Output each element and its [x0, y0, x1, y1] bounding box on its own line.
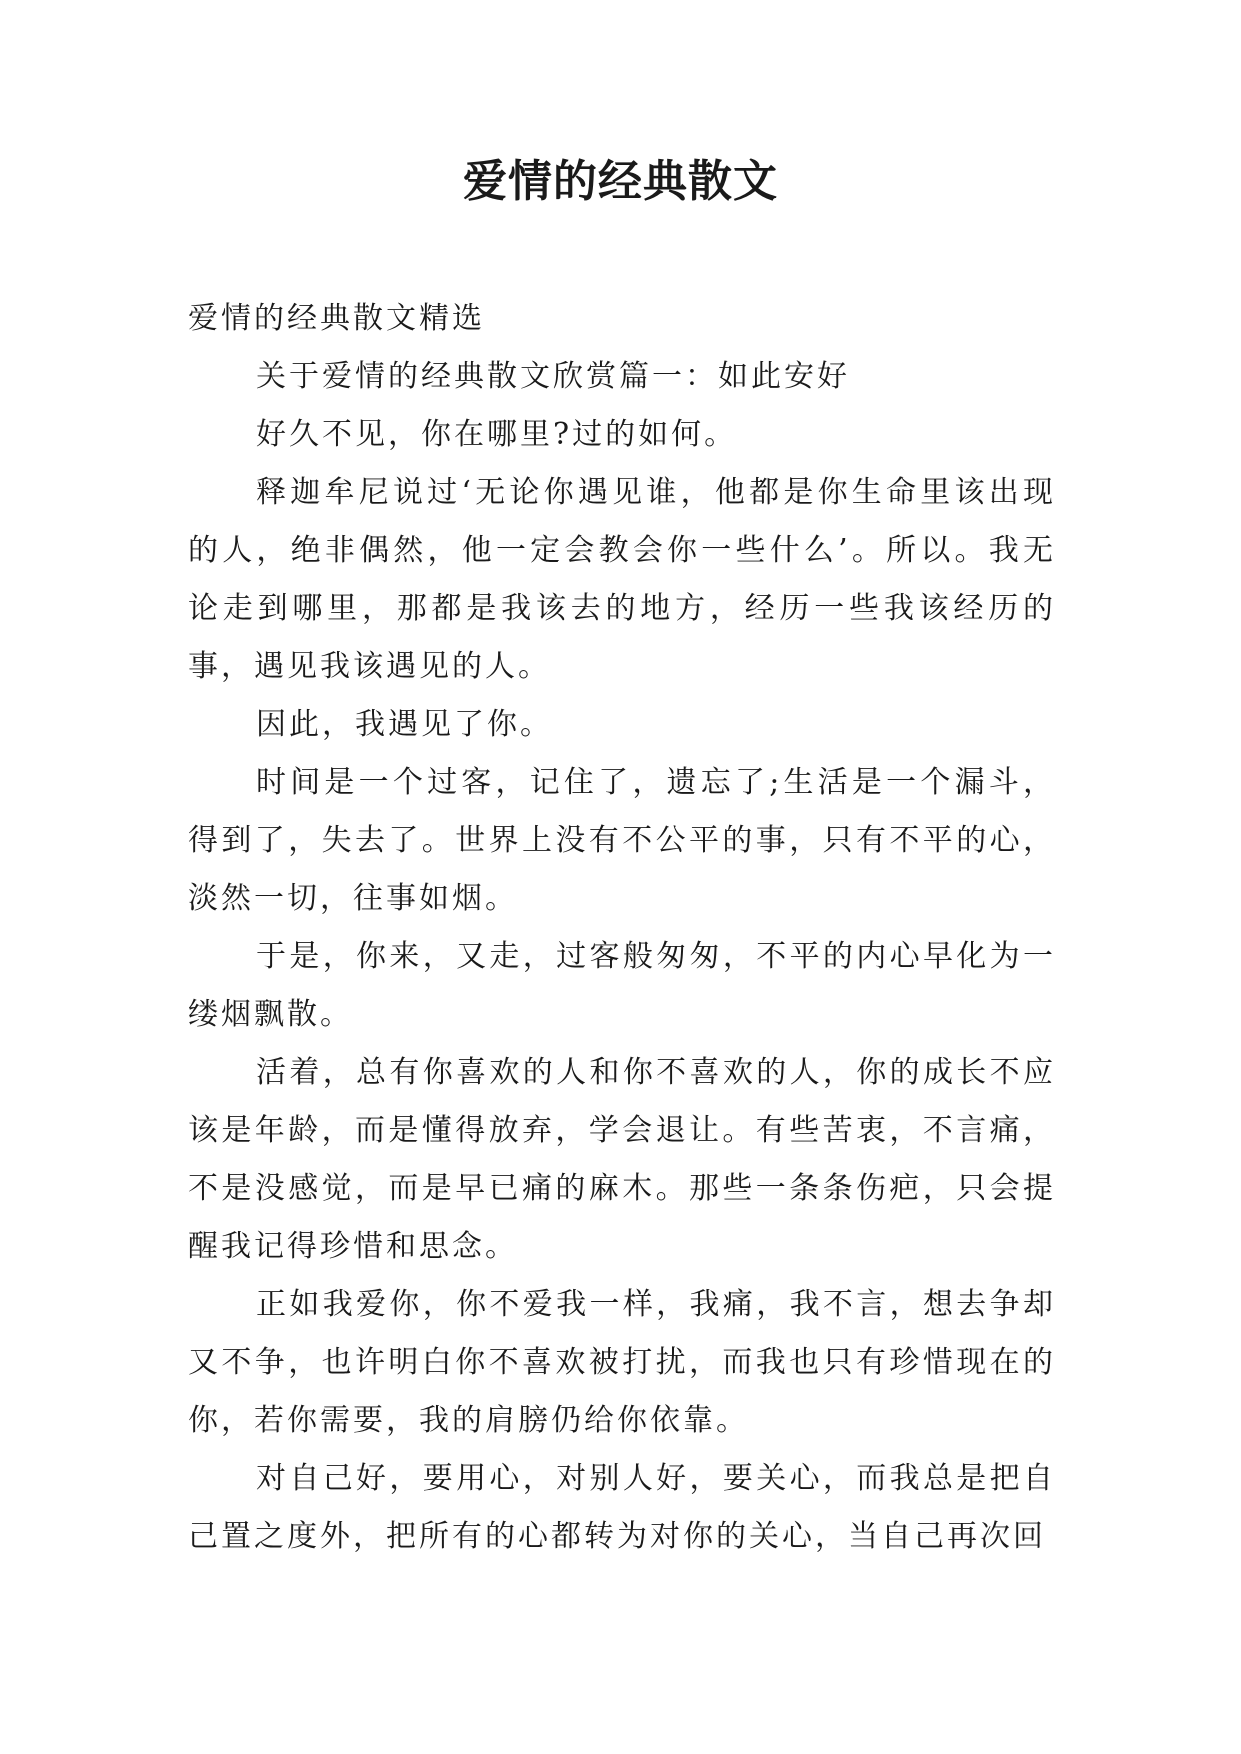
paragraph: 对自己好，要用心，对别人好，要关心，而我总是把自己置之度外，把所有的心都转为对你的关心，当自己再次回 [188, 1461, 1056, 1554]
document-body [188, 290, 1056, 1566]
paragraph: 活着，总有你喜欢的人和你不喜欢的人，你的成长不应该是年龄，而是懂得放弃，学会退让。有些苦衷，不言痛，不是没感觉，而是早已痛的麻木。那些一条条伤疤，只会提醒我记得珍惜和思念。 [188, 1055, 1056, 1264]
paragraph: 时间是一个过客，记住了，遗忘了;生活是一个漏斗，得到了，失去了。世界上没有不公平的事，只有不平的心，淡然一切，往事如烟。 [188, 765, 1056, 916]
paragraph: 关于爱情的经典散文欣赏篇一：如此安好 [256, 359, 850, 394]
paragraph: 因此，我遇见了你。 [256, 707, 553, 742]
paragraph: 正如我爱你，你不爱我一样，我痛，我不言，想去争却又不争，也许明白你不喜欢被打扰，而我也只有珍惜现在的你，若你需要，我的肩膀仍给你依靠。 [188, 1287, 1056, 1438]
document-title: 爱情的经典散文 [463, 156, 778, 207]
paragraph: 好久不见，你在哪里?过的如何。 [256, 417, 738, 452]
paragraph: 于是，你来，又走，过客般匆匆，不平的内心早化为一缕烟飘散。 [188, 939, 1056, 1032]
document-subtitle: 爱情的经典散文精选 [188, 301, 485, 336]
paragraph: 释迦牟尼说过‘无论你遇见谁，他都是你生命里该出现的人，绝非偶然，他一定会教会你一些什么’。所以。我无论走到哪里，那都是我该去的地方，经历一些我该经历的事，遇见我该遇见的人。 [188, 475, 1056, 684]
